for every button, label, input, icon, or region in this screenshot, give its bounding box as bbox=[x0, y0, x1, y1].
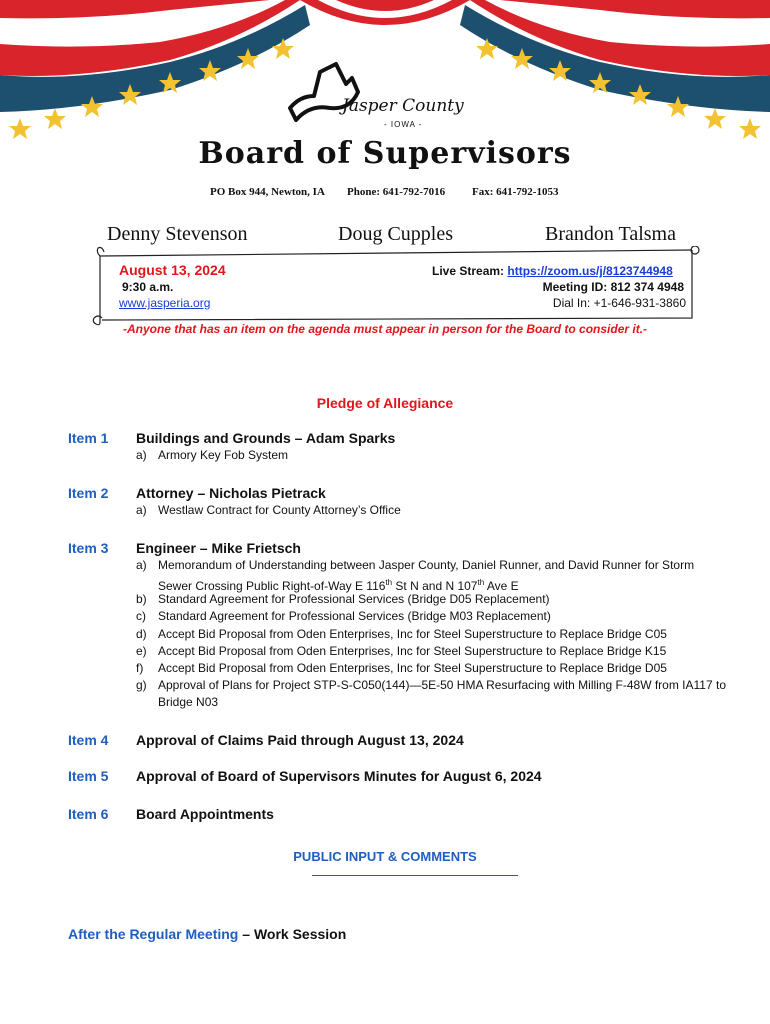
item-label: Item 6 bbox=[68, 806, 109, 822]
logo-text: Jasper County bbox=[342, 96, 464, 116]
item-label: Item 2 bbox=[68, 485, 109, 501]
list-item: f) Accept Bid Proposal from Oden Enterprises, Inc for Steel Superstructure to Replace Bridge D05 bbox=[136, 661, 667, 675]
pledge-heading: Pledge of Allegiance bbox=[316, 395, 454, 411]
phone-number: Phone: 641-792-7016 bbox=[347, 186, 446, 198]
agenda-notice: -Anyone that has an item on the agenda must appear in person for the Board to consider it.- bbox=[122, 322, 648, 336]
meeting-date: August 13, 2024 bbox=[119, 262, 226, 278]
list-item: a) Memorandum of Understanding between Jasper County, Daniel Runner, and David Runner for Storm Sewer Crossing Public Right-of-Way E 116th St N and N 107th Ave E bbox=[136, 558, 695, 593]
item-label: Item 4 bbox=[68, 732, 109, 748]
item-heading: Approval of Board of Supervisors Minutes for August 6, 2024 bbox=[136, 768, 542, 784]
live-stream-row bbox=[432, 264, 673, 278]
member-name: Denny Stevenson bbox=[107, 223, 248, 245]
fax-number: Fax: 641-792-1053 bbox=[472, 186, 559, 198]
list-item: a) Armory Key Fob System bbox=[136, 448, 289, 462]
item-label: Item 3 bbox=[68, 540, 109, 556]
dial-in: Dial In: +1-646-931-3860 bbox=[552, 296, 686, 310]
list-item: e) Accept Bid Proposal from Oden Enterprises, Inc for Steel Superstructure to Replace Bridge K15 bbox=[136, 644, 667, 658]
member-name: Brandon Talsma bbox=[545, 223, 676, 245]
po-box: PO Box 944, Newton, IA bbox=[210, 186, 325, 198]
page-title: Board of Supervisors bbox=[198, 136, 572, 171]
divider bbox=[312, 875, 518, 876]
meeting-id: Meeting ID: 812 374 4948 bbox=[542, 280, 684, 294]
list-item: c) Standard Agreement for Professional Services (Bridge M03 Replacement) bbox=[136, 609, 551, 623]
live-stream-label: Live Stream: bbox=[432, 264, 508, 278]
item-label: Item 1 bbox=[68, 430, 109, 446]
list-item: a) Westlaw Contract for County Attorney’s Office bbox=[136, 503, 401, 517]
after-meeting-label: After the Regular Meeting bbox=[68, 926, 239, 942]
work-session: Work Session bbox=[253, 926, 347, 942]
item-heading: Board Appointments bbox=[136, 806, 274, 822]
item-heading: Attorney – Nicholas Pietrack bbox=[136, 485, 326, 501]
after-meeting: After the Regular Meeting – Work Session bbox=[68, 926, 347, 942]
list-item: g) Approval of Plans for Project STP-S-C050(144)—5E-50 HMA Resurfacing with Milling F-48W from IA117 to Bridge N03 bbox=[136, 678, 726, 709]
item-heading: Buildings and Grounds – Adam Sparks bbox=[136, 430, 396, 446]
member-name: Doug Cupples bbox=[338, 223, 453, 245]
item-label: Item 5 bbox=[68, 768, 109, 784]
website-link[interactable]: www.jasperia.org bbox=[119, 296, 211, 310]
logo-subtext: - IOWA - bbox=[384, 120, 423, 129]
item-heading: Engineer – Mike Frietsch bbox=[136, 540, 301, 556]
list-item: b) Standard Agreement for Professional Services (Bridge D05 Replacement) bbox=[136, 592, 550, 606]
public-input-heading: PUBLIC INPUT & COMMENTS bbox=[293, 849, 477, 864]
meeting-time: 9:30 a.m. bbox=[122, 280, 174, 294]
list-item: d) Accept Bid Proposal from Oden Enterprises, Inc for Steel Superstructure to Replace Bridge C05 bbox=[136, 627, 667, 641]
item-heading: Approval of Claims Paid through August 13, 2024 bbox=[136, 732, 464, 748]
live-stream-link[interactable]: https://zoom.us/j/8123744948 bbox=[507, 264, 673, 278]
